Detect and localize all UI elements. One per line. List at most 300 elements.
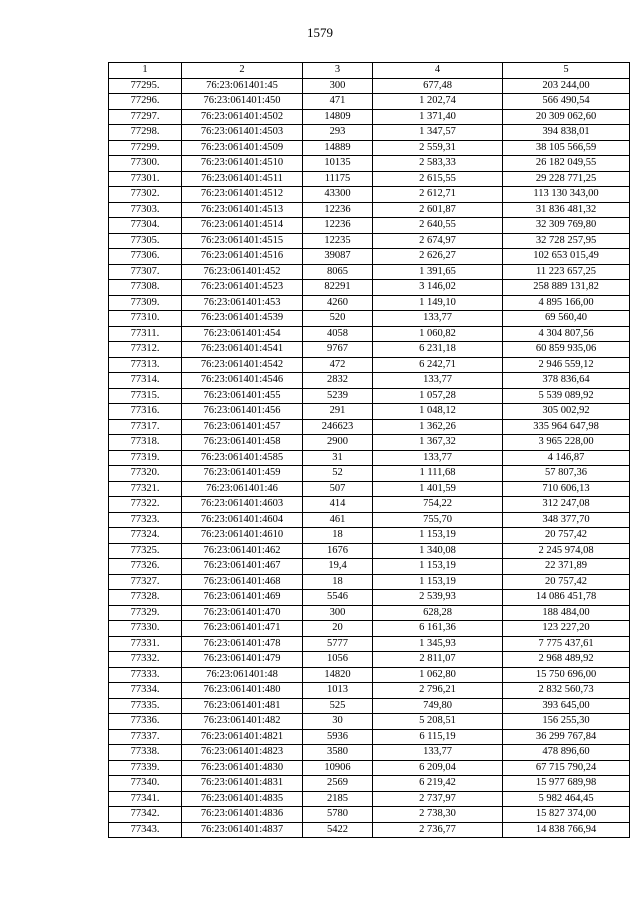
table-cell: 2 738,30 — [373, 807, 503, 823]
table-cell: 76:23:061401:4603 — [182, 497, 303, 513]
table-row — [109, 78, 630, 94]
table-cell: 393 645,00 — [503, 698, 630, 714]
table-cell: 76:23:061401:452 — [182, 264, 303, 280]
table-cell: 755,70 — [373, 512, 503, 528]
table-cell: 76:23:061401:4539 — [182, 311, 303, 327]
table-cell: 2 640,55 — [373, 218, 503, 234]
table-cell: 76:23:061401:4541 — [182, 342, 303, 358]
table-cell: 2 737,97 — [373, 791, 503, 807]
table-cell: 77313. — [109, 357, 182, 373]
table-cell: 1 401,59 — [373, 481, 503, 497]
table-row — [109, 559, 630, 575]
table-cell: 525 — [303, 698, 373, 714]
table-cell: 31 836 481,32 — [503, 202, 630, 218]
table-cell: 6 115,19 — [373, 729, 503, 745]
table-cell: 77310. — [109, 311, 182, 327]
table-cell: 77327. — [109, 574, 182, 590]
table-cell: 10135 — [303, 156, 373, 172]
table-cell: 76:23:061401:453 — [182, 295, 303, 311]
table-cell: 77343. — [109, 822, 182, 838]
table-cell: 15 977 689,98 — [503, 776, 630, 792]
table-row — [109, 481, 630, 497]
table-cell: 77341. — [109, 791, 182, 807]
table-cell: 76:23:061401:4830 — [182, 760, 303, 776]
table-row — [109, 652, 630, 668]
table-cell: 5 208,51 — [373, 714, 503, 730]
table-cell: 4 895 166,00 — [503, 295, 630, 311]
table-cell: 77334. — [109, 683, 182, 699]
table-row — [109, 528, 630, 544]
table-cell: 14 086 451,78 — [503, 590, 630, 606]
table-cell: 1 347,57 — [373, 125, 503, 141]
table-cell: 77326. — [109, 559, 182, 575]
table-cell: 18 — [303, 574, 373, 590]
table-row — [109, 140, 630, 156]
table-row — [109, 202, 630, 218]
table-cell: 76:23:061401:4509 — [182, 140, 303, 156]
table-cell: 76:23:061401:481 — [182, 698, 303, 714]
table-cell: 77295. — [109, 78, 182, 94]
column-header: 5 — [503, 63, 630, 79]
table-cell: 113 130 343,00 — [503, 187, 630, 203]
table-cell: 77298. — [109, 125, 182, 141]
table-cell: 305 002,92 — [503, 404, 630, 420]
table-cell: 566 490,54 — [503, 94, 630, 110]
table-cell: 2 946 559,12 — [503, 357, 630, 373]
table-cell: 77315. — [109, 388, 182, 404]
table-cell: 1 202,74 — [373, 94, 503, 110]
table-cell: 77303. — [109, 202, 182, 218]
table-cell: 9767 — [303, 342, 373, 358]
table-cell: 5780 — [303, 807, 373, 823]
table-cell: 36 299 767,84 — [503, 729, 630, 745]
table-cell: 2 559,31 — [373, 140, 503, 156]
table-row — [109, 621, 630, 637]
table-cell: 300 — [303, 78, 373, 94]
table-cell: 11 223 657,25 — [503, 264, 630, 280]
table-cell: 32 728 257,95 — [503, 233, 630, 249]
table-cell: 29 228 771,25 — [503, 171, 630, 187]
table-row — [109, 714, 630, 730]
table-cell: 14809 — [303, 109, 373, 125]
table-cell: 76:23:061401:478 — [182, 636, 303, 652]
table-cell: 677,48 — [373, 78, 503, 94]
table-cell: 77312. — [109, 342, 182, 358]
table-cell: 77311. — [109, 326, 182, 342]
table-cell: 76:23:061401:4516 — [182, 249, 303, 265]
table-cell: 1 153,19 — [373, 528, 503, 544]
table-cell: 123 227,20 — [503, 621, 630, 637]
table-row — [109, 295, 630, 311]
table-cell: 32 309 769,80 — [503, 218, 630, 234]
table-cell: 472 — [303, 357, 373, 373]
table-cell: 1 149,10 — [373, 295, 503, 311]
table-cell: 82291 — [303, 280, 373, 296]
table-cell: 67 715 790,24 — [503, 760, 630, 776]
table-cell: 76:23:061401:462 — [182, 543, 303, 559]
table-cell: 749,80 — [373, 698, 503, 714]
table-cell: 26 182 049,55 — [503, 156, 630, 172]
table-cell: 76:23:061401:46 — [182, 481, 303, 497]
table-cell: 2569 — [303, 776, 373, 792]
table-cell: 77322. — [109, 497, 182, 513]
table-cell: 52 — [303, 466, 373, 482]
table-row — [109, 745, 630, 761]
table-cell: 77314. — [109, 373, 182, 389]
table-cell: 77324. — [109, 528, 182, 544]
table-cell: 1 340,08 — [373, 543, 503, 559]
table-cell: 471 — [303, 94, 373, 110]
table-cell: 188 484,00 — [503, 605, 630, 621]
table-row — [109, 807, 630, 823]
table-cell: 76:23:061401:467 — [182, 559, 303, 575]
table-cell: 2 601,87 — [373, 202, 503, 218]
table-row — [109, 605, 630, 621]
table-cell: 31 — [303, 450, 373, 466]
table-row — [109, 822, 630, 838]
table-row — [109, 156, 630, 172]
table-row — [109, 698, 630, 714]
table-cell: 77302. — [109, 187, 182, 203]
table-cell: 77337. — [109, 729, 182, 745]
table-row — [109, 311, 630, 327]
table-cell: 76:23:061401:4512 — [182, 187, 303, 203]
table-cell: 2 796,21 — [373, 683, 503, 699]
table-cell: 76:23:061401:479 — [182, 652, 303, 668]
table-cell: 76:23:061401:470 — [182, 605, 303, 621]
table-row — [109, 435, 630, 451]
table-cell: 77338. — [109, 745, 182, 761]
table-cell: 2 674,97 — [373, 233, 503, 249]
table-cell: 77331. — [109, 636, 182, 652]
table-cell: 7 775 437,61 — [503, 636, 630, 652]
table-cell: 348 377,70 — [503, 512, 630, 528]
table-cell: 77307. — [109, 264, 182, 280]
table-cell: 76:23:061401:4836 — [182, 807, 303, 823]
table-cell: 394 838,01 — [503, 125, 630, 141]
table-cell: 3580 — [303, 745, 373, 761]
page-number: 1579 — [307, 25, 333, 40]
table-cell: 76:23:061401:4837 — [182, 822, 303, 838]
table-row — [109, 760, 630, 776]
table-cell: 76:23:061401:4510 — [182, 156, 303, 172]
table-cell: 77328. — [109, 590, 182, 606]
table-row — [109, 171, 630, 187]
table-cell: 3 146,02 — [373, 280, 503, 296]
table-cell: 335 964 647,98 — [503, 419, 630, 435]
column-header: 3 — [303, 63, 373, 79]
table-row — [109, 373, 630, 389]
table-cell: 507 — [303, 481, 373, 497]
table-cell: 1 048,12 — [373, 404, 503, 420]
column-header: 1 — [109, 63, 182, 79]
table-cell: 1 371,40 — [373, 109, 503, 125]
table-cell: 76:23:061401:4835 — [182, 791, 303, 807]
table-cell: 5777 — [303, 636, 373, 652]
table-cell: 102 653 015,49 — [503, 249, 630, 265]
table-cell: 2 811,07 — [373, 652, 503, 668]
column-header: 2 — [182, 63, 303, 79]
table-cell: 2 612,71 — [373, 187, 503, 203]
table-row — [109, 125, 630, 141]
table-cell: 6 231,18 — [373, 342, 503, 358]
table-cell: 76:23:061401:457 — [182, 419, 303, 435]
table-cell: 77306. — [109, 249, 182, 265]
table-cell: 2185 — [303, 791, 373, 807]
table-cell: 4058 — [303, 326, 373, 342]
table-cell: 5 982 464,45 — [503, 791, 630, 807]
table-cell: 30 — [303, 714, 373, 730]
table-cell: 20 — [303, 621, 373, 637]
table-cell: 76:23:061401:471 — [182, 621, 303, 637]
table-cell: 12235 — [303, 233, 373, 249]
table-cell: 5239 — [303, 388, 373, 404]
table-cell: 520 — [303, 311, 373, 327]
table-row — [109, 109, 630, 125]
table-cell: 10906 — [303, 760, 373, 776]
table-cell: 76:23:061401:45 — [182, 78, 303, 94]
table-row — [109, 791, 630, 807]
table-cell: 77308. — [109, 280, 182, 296]
table-cell: 76:23:061401:4515 — [182, 233, 303, 249]
table-cell: 478 896,60 — [503, 745, 630, 761]
table-cell: 6 209,04 — [373, 760, 503, 776]
table-cell: 76:23:061401:450 — [182, 94, 303, 110]
table-cell: 1 111,68 — [373, 466, 503, 482]
table-cell: 77321. — [109, 481, 182, 497]
table-cell: 77339. — [109, 760, 182, 776]
table-cell: 77325. — [109, 543, 182, 559]
table-cell: 76:23:061401:4604 — [182, 512, 303, 528]
table-cell: 5936 — [303, 729, 373, 745]
table-cell: 77309. — [109, 295, 182, 311]
table-cell: 2 968 489,92 — [503, 652, 630, 668]
table-cell: 14 838 766,94 — [503, 822, 630, 838]
table-cell: 69 560,40 — [503, 311, 630, 327]
table-cell: 76:23:061401:469 — [182, 590, 303, 606]
table-row — [109, 357, 630, 373]
table-cell: 76:23:061401:48 — [182, 667, 303, 683]
table-cell: 754,22 — [373, 497, 503, 513]
table-cell: 1 153,19 — [373, 559, 503, 575]
table-cell: 77340. — [109, 776, 182, 792]
table-cell: 156 255,30 — [503, 714, 630, 730]
table-cell: 76:23:061401:4523 — [182, 280, 303, 296]
table-row — [109, 574, 630, 590]
table-cell: 6 161,36 — [373, 621, 503, 637]
table-cell: 77296. — [109, 94, 182, 110]
table-cell: 5 539 089,92 — [503, 388, 630, 404]
table-cell: 19,4 — [303, 559, 373, 575]
table-row — [109, 342, 630, 358]
table-cell: 5546 — [303, 590, 373, 606]
table-cell: 1013 — [303, 683, 373, 699]
table-cell: 76:23:061401:458 — [182, 435, 303, 451]
table-cell: 414 — [303, 497, 373, 513]
table-row — [109, 249, 630, 265]
table-cell: 1 391,65 — [373, 264, 503, 280]
table-cell: 258 889 131,82 — [503, 280, 630, 296]
table-cell: 22 371,89 — [503, 559, 630, 575]
table-cell: 710 606,13 — [503, 481, 630, 497]
table-cell: 77318. — [109, 435, 182, 451]
table-row — [109, 636, 630, 652]
table-row — [109, 218, 630, 234]
table-row — [109, 233, 630, 249]
table-cell: 5422 — [303, 822, 373, 838]
table-row — [109, 264, 630, 280]
table-cell: 20 309 062,60 — [503, 109, 630, 125]
table-cell: 76:23:061401:4821 — [182, 729, 303, 745]
table-cell: 312 247,08 — [503, 497, 630, 513]
table-cell: 4 304 807,56 — [503, 326, 630, 342]
table-cell: 2 615,55 — [373, 171, 503, 187]
table-cell: 76:23:061401:4513 — [182, 202, 303, 218]
table-cell: 39087 — [303, 249, 373, 265]
table-cell: 133,77 — [373, 373, 503, 389]
table-cell: 2 736,77 — [373, 822, 503, 838]
table-cell: 6 242,71 — [373, 357, 503, 373]
table-row — [109, 419, 630, 435]
table-cell: 12236 — [303, 218, 373, 234]
table-row — [109, 729, 630, 745]
table-cell: 20 757,42 — [503, 528, 630, 544]
table-row — [109, 776, 630, 792]
table-cell: 77319. — [109, 450, 182, 466]
table-cell: 3 965 228,00 — [503, 435, 630, 451]
table-cell: 15 827 374,00 — [503, 807, 630, 823]
table-cell: 76:23:061401:4546 — [182, 373, 303, 389]
table-cell: 76:23:061401:468 — [182, 574, 303, 590]
table-row — [109, 450, 630, 466]
table-row — [109, 326, 630, 342]
table-row — [109, 683, 630, 699]
table-cell: 6 219,42 — [373, 776, 503, 792]
table-cell: 246623 — [303, 419, 373, 435]
table-cell: 43300 — [303, 187, 373, 203]
table-cell: 1 362,26 — [373, 419, 503, 435]
table-cell: 38 105 566,59 — [503, 140, 630, 156]
table-cell: 76:23:061401:4823 — [182, 745, 303, 761]
table-cell: 76:23:061401:455 — [182, 388, 303, 404]
data-table — [108, 62, 630, 838]
table-cell: 77304. — [109, 218, 182, 234]
table-cell: 2 832 560,73 — [503, 683, 630, 699]
table-cell: 77317. — [109, 419, 182, 435]
table-cell: 133,77 — [373, 745, 503, 761]
table-cell: 77300. — [109, 156, 182, 172]
table-cell: 76:23:061401:4610 — [182, 528, 303, 544]
table-cell: 4 146,87 — [503, 450, 630, 466]
table-row — [109, 388, 630, 404]
table-row — [109, 280, 630, 296]
table-cell: 77336. — [109, 714, 182, 730]
table-row — [109, 404, 630, 420]
table-cell: 8065 — [303, 264, 373, 280]
table-cell: 133,77 — [373, 311, 503, 327]
table-cell: 1 057,28 — [373, 388, 503, 404]
table-cell: 77316. — [109, 404, 182, 420]
table-row — [109, 543, 630, 559]
table-cell: 1 062,80 — [373, 667, 503, 683]
table-cell: 76:23:061401:4514 — [182, 218, 303, 234]
table-cell: 1 153,19 — [373, 574, 503, 590]
table-cell: 2 583,33 — [373, 156, 503, 172]
table-cell: 76:23:061401:4502 — [182, 109, 303, 125]
table-cell: 77320. — [109, 466, 182, 482]
table-cell: 12236 — [303, 202, 373, 218]
table-cell: 293 — [303, 125, 373, 141]
table-cell: 14820 — [303, 667, 373, 683]
table-cell: 2 626,27 — [373, 249, 503, 265]
table-row — [109, 667, 630, 683]
table-cell: 2832 — [303, 373, 373, 389]
table-cell: 1 060,82 — [373, 326, 503, 342]
table-cell: 76:23:061401:459 — [182, 466, 303, 482]
table-cell: 133,77 — [373, 450, 503, 466]
table-cell: 2 539,93 — [373, 590, 503, 606]
table-cell: 77330. — [109, 621, 182, 637]
table-body — [109, 78, 630, 838]
table-cell: 77333. — [109, 667, 182, 683]
table-cell: 60 859 935,06 — [503, 342, 630, 358]
table-cell: 628,28 — [373, 605, 503, 621]
table-cell: 4260 — [303, 295, 373, 311]
table-cell: 14889 — [303, 140, 373, 156]
table-row — [109, 466, 630, 482]
table-cell: 77332. — [109, 652, 182, 668]
table-cell: 378 836,64 — [503, 373, 630, 389]
table-cell: 77297. — [109, 109, 182, 125]
table-cell: 18 — [303, 528, 373, 544]
table-cell: 1056 — [303, 652, 373, 668]
table-cell: 2 245 974,08 — [503, 543, 630, 559]
table-header-row — [109, 63, 630, 79]
table-cell: 20 757,42 — [503, 574, 630, 590]
table-cell: 76:23:061401:4831 — [182, 776, 303, 792]
table-cell: 77323. — [109, 512, 182, 528]
table-cell: 15 750 696,00 — [503, 667, 630, 683]
table-cell: 1 367,32 — [373, 435, 503, 451]
table-cell: 77299. — [109, 140, 182, 156]
table-cell: 76:23:061401:480 — [182, 683, 303, 699]
table-row — [109, 94, 630, 110]
table-cell: 76:23:061401:454 — [182, 326, 303, 342]
table-cell: 77335. — [109, 698, 182, 714]
table-cell: 77329. — [109, 605, 182, 621]
column-header: 4 — [373, 63, 503, 79]
table-row — [109, 512, 630, 528]
table-row — [109, 497, 630, 513]
table-cell: 76:23:061401:4585 — [182, 450, 303, 466]
table-cell: 77305. — [109, 233, 182, 249]
table-cell: 1 345,93 — [373, 636, 503, 652]
table-cell: 291 — [303, 404, 373, 420]
table-row — [109, 187, 630, 203]
table-cell: 76:23:061401:4511 — [182, 171, 303, 187]
table-cell: 76:23:061401:4542 — [182, 357, 303, 373]
table-cell: 77301. — [109, 171, 182, 187]
table-cell: 461 — [303, 512, 373, 528]
table-cell: 76:23:061401:482 — [182, 714, 303, 730]
table-row — [109, 590, 630, 606]
table-cell: 76:23:061401:456 — [182, 404, 303, 420]
table-cell: 2900 — [303, 435, 373, 451]
table-cell: 300 — [303, 605, 373, 621]
table-cell: 76:23:061401:4503 — [182, 125, 303, 141]
table-cell: 57 807,36 — [503, 466, 630, 482]
table-cell: 77342. — [109, 807, 182, 823]
